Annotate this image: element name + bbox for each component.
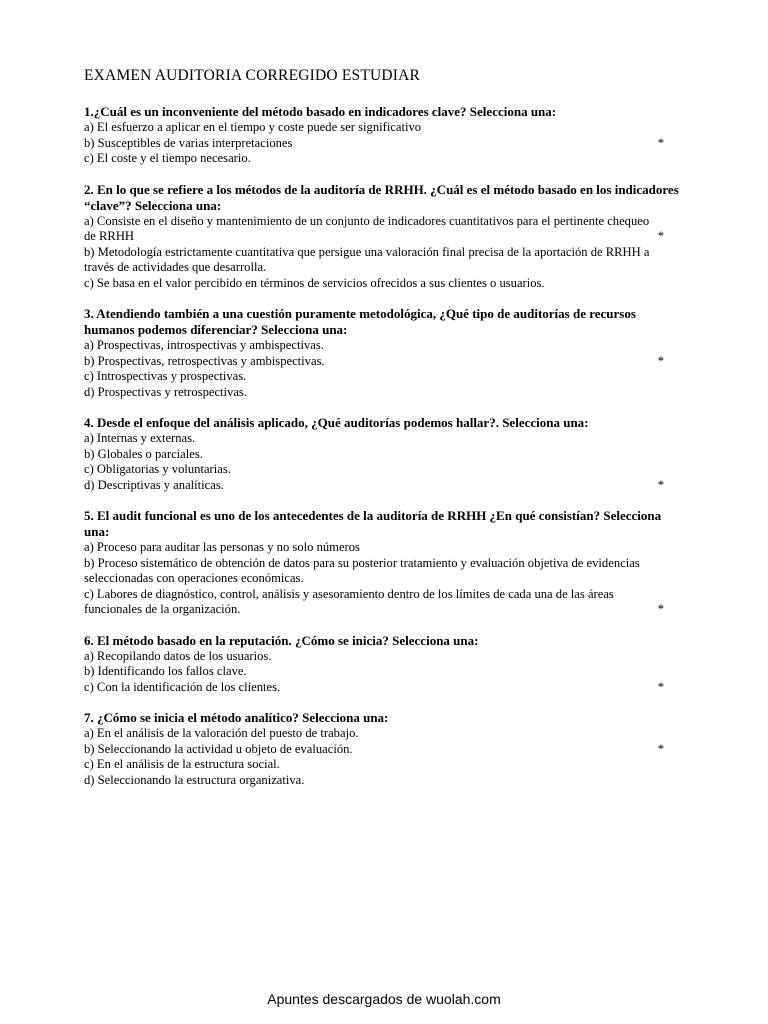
question-3 [84, 306, 684, 400]
answer-option-text: c) Con la identificación de los clientes. [84, 679, 281, 694]
answer-option [84, 151, 684, 167]
correct-answer-marker: * [657, 135, 664, 150]
correct-answer-marker: * [657, 741, 664, 756]
answer-option-text: a) En el análisis de la valoración del puesto de trabajo. [84, 726, 359, 740]
answer-option-text: b) Identificando los fallos clave. [84, 664, 247, 678]
question-text: 7. ¿Cómo se inicia el método analítico? Selecciona una: [84, 710, 389, 725]
answer-option [84, 680, 684, 696]
answer-option [84, 431, 684, 447]
answer-option [84, 540, 684, 556]
answer-option [84, 587, 684, 618]
question-text: 5. El audit funcional es uno de los antecedentes de la auditoría de RRHH ¿En qué consistían? Selecciona una: [84, 508, 662, 539]
answer-option [84, 726, 684, 742]
correct-answer-marker: * [657, 229, 664, 243]
question-text: 6. El método basado en la reputación. ¿Cómo se inicia? Selecciona una: [84, 632, 479, 648]
answer-option [84, 742, 684, 758]
answer-option-text: a) Internas y externas. [84, 431, 196, 445]
answer-option [84, 245, 684, 276]
question-6 [84, 633, 684, 696]
answer-option [84, 462, 684, 478]
answer-option [84, 214, 684, 245]
answer-option-text: c) En el análisis de la estructura social. [84, 757, 280, 771]
question-text: 2. En lo que se refiere a los métodos de la auditoría de RRHH. ¿Cuál es el método basado en los indicadores “clave”? Selecciona una: [84, 181, 679, 213]
answer-option-text: c) Introspectivas y prospectivas. [84, 369, 247, 383]
answer-option-text: a) Proceso para auditar las personas y no solo números [84, 540, 360, 554]
question-1 [84, 104, 684, 167]
answer-option [84, 136, 684, 152]
answer-option-text: b) Seleccionando la actividad u objeto de evaluación. [84, 741, 353, 756]
question-text: 4. Desde el enfoque del análisis aplicado, ¿Qué auditorías podemos hallar?. Selecciona una: [84, 415, 589, 430]
answer-option [84, 447, 684, 463]
answer-option [84, 478, 684, 494]
answer-option [84, 276, 684, 292]
answer-option [84, 757, 684, 773]
answer-option-text: c) Se basa en el valor percibido en términos de servicios ofrecidos a sus clientes o usuarios. [84, 275, 545, 290]
correct-answer-marker: * [657, 679, 664, 694]
answer-option-text: d) Descriptivas y analíticas. [84, 477, 224, 492]
question-4 [84, 415, 684, 493]
answer-option-text: b) Prospectivas, retrospectivas y ambispectivas. [84, 353, 325, 368]
answer-option-text: c) Labores de diagnóstico, control, análisis y asesoramiento dentro de los límites de cada una de las áreas funcionales de la organización. [84, 586, 614, 616]
answer-option-text: c) El coste y el tiempo necesario. [84, 151, 251, 165]
question-text: 3. Atendiendo también a una cuestión puramente metodológica, ¿Qué tipo de auditorías de recursos humanos podemos diferenciar? Selecciona una: [84, 306, 636, 337]
answer-option-text: a) Recopilando datos de los usuarios. [84, 648, 272, 663]
answer-option-text: a) Prospectivas, introspectivas y ambispectivas. [84, 338, 324, 352]
correct-answer-marker: * [657, 353, 664, 368]
answer-option-text: d) Seleccionando la estructura organizativa. [84, 772, 305, 787]
answer-option [84, 369, 684, 385]
answer-option [84, 556, 684, 587]
correct-answer-marker: * [657, 602, 664, 616]
footer-credit: Apuntes descargados de wuolah.com [267, 991, 501, 1007]
answer-option-text: a) Consiste en el diseño y mantenimiento de un conjunto de indicadores cuantitativos para el pertinente chequeo de RRHH [84, 213, 650, 243]
answer-option [84, 664, 684, 680]
answer-option-text: c) Obligatorias y voluntarias. [84, 462, 231, 476]
question-text: 1.¿Cuál es un inconveniente del método basado en indicadores clave? Selecciona una: [84, 104, 557, 119]
answer-option [84, 354, 684, 370]
answer-option-text: b) Globales o parciales. [84, 446, 203, 461]
document-title: EXAMEN AUDITORIA CORREGIDO ESTUDIAR [84, 67, 421, 84]
answer-option [84, 773, 684, 789]
answer-option [84, 385, 684, 401]
correct-answer-marker: * [657, 477, 664, 492]
answer-option [84, 338, 684, 354]
answer-option-text: d) Prospectivas y retrospectivas. [84, 384, 247, 399]
exam-page [84, 66, 684, 803]
answer-option [84, 120, 684, 136]
question-5 [84, 508, 684, 618]
answer-option [84, 649, 684, 665]
question-7 [84, 710, 684, 788]
question-2 [84, 182, 684, 292]
answer-option-text: b) Susceptibles de varias interpretaciones [84, 135, 293, 150]
answer-option-text: b) Proceso sistemático de obtención de datos para su posterior tratamiento y evaluación objetiva de evidencias seleccionadas con operaciones económicas. [84, 555, 640, 585]
question-list [84, 104, 684, 788]
answer-option-text: a) El esfuerzo a aplicar en el tiempo y coste puede ser significativo [84, 120, 422, 134]
answer-option-text: b) Metodología estrictamente cuantitativa que persigue una valoración final precisa de la aportación de RRHH a través de actividades que desarrolla. [84, 244, 650, 274]
